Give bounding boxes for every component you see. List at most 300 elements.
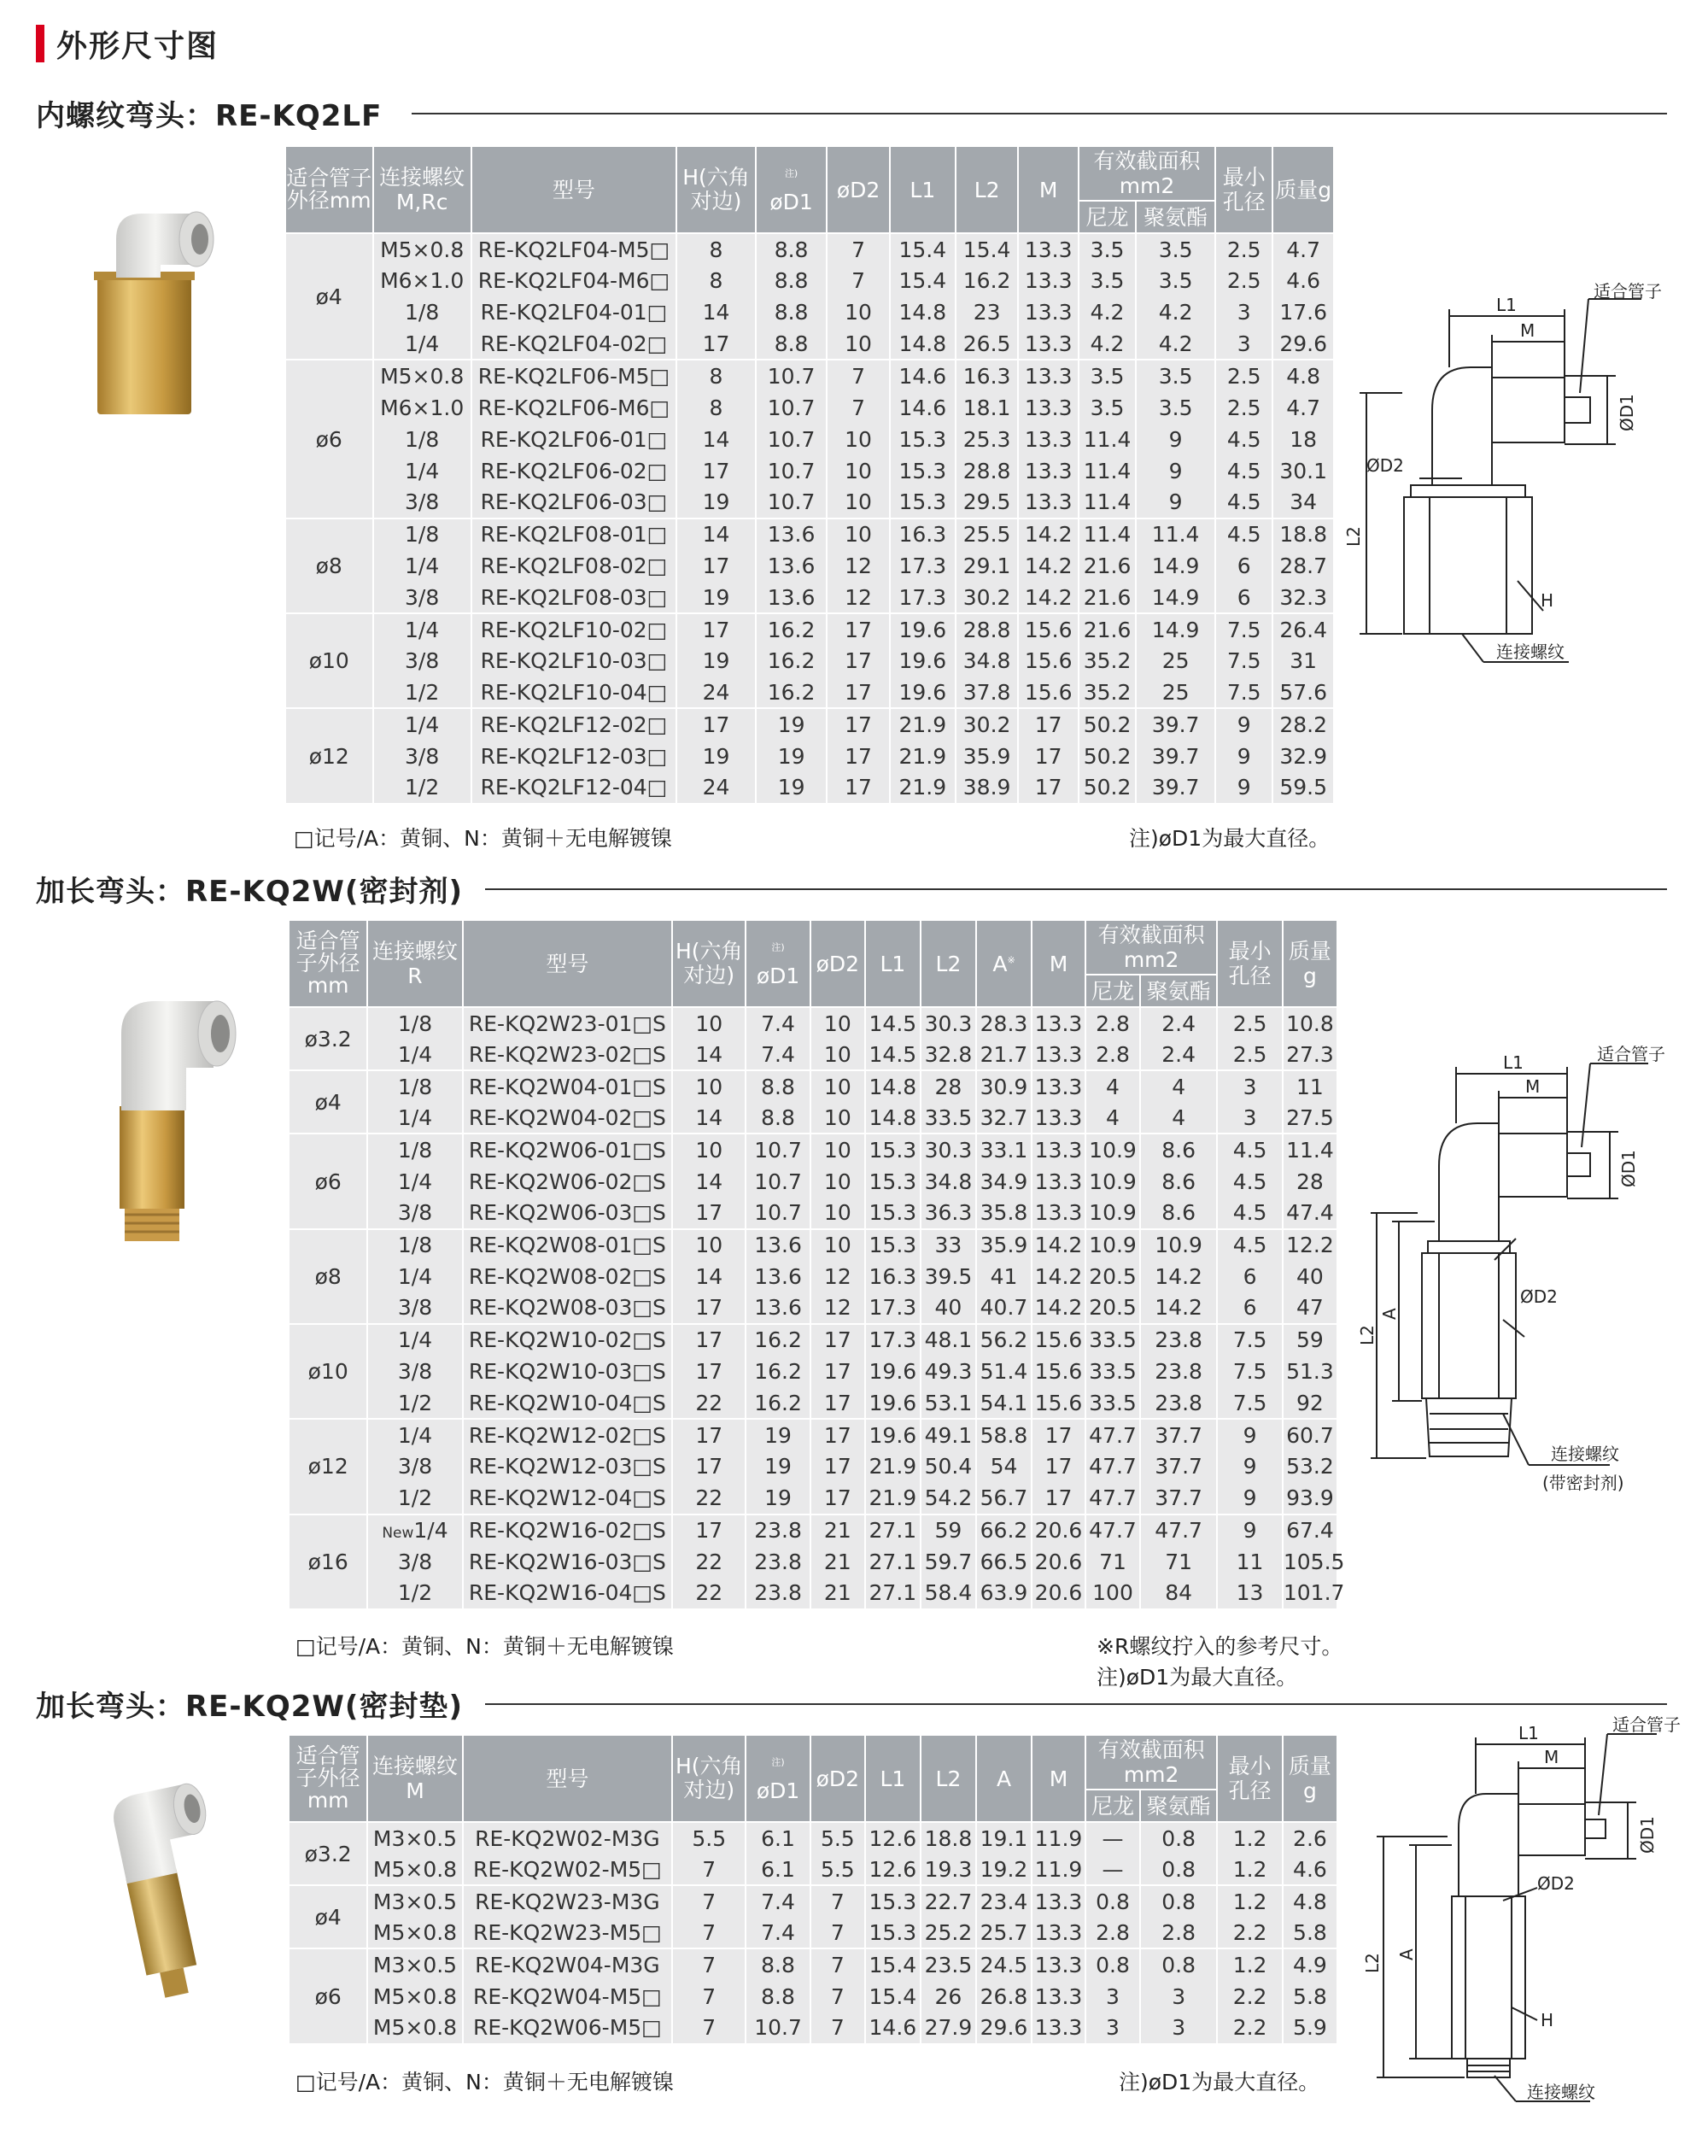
value-cell: 37.8 xyxy=(956,677,1019,708)
value-cell: 3.5 xyxy=(1136,360,1215,391)
table-row xyxy=(289,1007,1337,1039)
th-model: 型号 xyxy=(463,1735,673,1822)
value-cell: 11.4 xyxy=(1079,518,1136,550)
table-row xyxy=(285,582,1334,613)
value-cell: 13.3 xyxy=(1032,1007,1085,1039)
value-cell: 10 xyxy=(810,1007,865,1039)
value-cell: 17 xyxy=(676,613,756,645)
value-cell: 2.6 xyxy=(1283,1822,1337,1854)
value-cell: 59 xyxy=(921,1514,976,1546)
value-cell: 4 xyxy=(1140,1102,1217,1134)
value-cell: 24 xyxy=(676,677,756,708)
value-cell: 13.3 xyxy=(1018,265,1078,296)
value-cell: 13.6 xyxy=(756,550,827,582)
value-cell: 19 xyxy=(676,741,756,772)
th-area-pu: 聚氨酯 xyxy=(1140,975,1217,1007)
th-d1-label: øD1 xyxy=(756,964,800,988)
value-cell: 14 xyxy=(672,1102,746,1134)
diagram-label-d1: ØD1 xyxy=(1618,1150,1639,1187)
th-mass: 质量g xyxy=(1283,1735,1337,1822)
value-cell: 19.1 xyxy=(976,1822,1032,1854)
d1-note-mark: 注) xyxy=(771,1756,785,1768)
table-row xyxy=(285,518,1334,550)
value-cell: 14.5 xyxy=(865,1039,921,1070)
value-cell: 53.1 xyxy=(921,1387,976,1419)
value-cell: 17 xyxy=(1032,1450,1085,1482)
thread-cell: 1/8 xyxy=(367,1007,462,1039)
value-cell: 17 xyxy=(672,1356,746,1387)
table-row xyxy=(285,613,1334,645)
value-cell: 2.8 xyxy=(1140,1917,1217,1948)
value-cell: 17 xyxy=(810,1387,865,1419)
value-cell: 26.4 xyxy=(1272,613,1334,645)
value-cell: 14.2 xyxy=(1032,1292,1085,1324)
value-cell: 23.8 xyxy=(746,1578,810,1609)
value-cell: 10.7 xyxy=(746,1198,810,1229)
value-cell: 15.6 xyxy=(1032,1324,1085,1356)
value-cell: 28.7 xyxy=(1272,550,1334,582)
value-cell: 26.8 xyxy=(976,1980,1032,2012)
value-cell: 10 xyxy=(810,1102,865,1134)
value-cell: 15.6 xyxy=(1018,613,1078,645)
diagram-label-a: A xyxy=(1379,1308,1400,1320)
value-cell: 21 xyxy=(810,1578,865,1609)
table-row xyxy=(289,1980,1337,2012)
value-cell: 16.2 xyxy=(756,677,827,708)
thread-cell: 1/4 xyxy=(373,328,471,360)
value-cell: 30.1 xyxy=(1272,455,1334,487)
value-cell: 23.8 xyxy=(1140,1356,1217,1387)
value-cell: 14.2 xyxy=(1032,1261,1085,1292)
value-cell: 3 xyxy=(1215,296,1272,328)
value-cell: 40 xyxy=(921,1292,976,1324)
value-cell: 24 xyxy=(676,772,756,804)
value-cell: 4.5 xyxy=(1215,518,1272,550)
table-row xyxy=(289,1419,1337,1450)
thread-cell: M5×0.8 xyxy=(367,2012,462,2044)
diagram-label-tube: 适合管子 xyxy=(1594,281,1662,302)
thread-cell: 1/4 xyxy=(367,1324,462,1356)
diagram-label-m: M xyxy=(1520,320,1535,341)
value-cell: 7 xyxy=(827,360,890,391)
value-cell: 6 xyxy=(1217,1261,1283,1292)
table-row xyxy=(289,1450,1337,1482)
value-cell: 5.5 xyxy=(810,1854,865,1885)
value-cell: 2.2 xyxy=(1217,1917,1283,1948)
value-cell: 67.4 xyxy=(1283,1514,1337,1546)
value-cell: 19 xyxy=(746,1450,810,1482)
value-cell: 7.4 xyxy=(746,1039,810,1070)
value-cell: 14.2 xyxy=(1140,1261,1217,1292)
value-cell: 49.1 xyxy=(921,1419,976,1450)
value-cell: 0.8 xyxy=(1140,1822,1217,1854)
value-cell: 30.3 xyxy=(921,1134,976,1165)
value-cell: 15.3 xyxy=(865,1165,921,1197)
value-cell: 101.7 xyxy=(1283,1578,1337,1609)
table-row xyxy=(285,391,1334,423)
value-cell: 2.4 xyxy=(1140,1007,1217,1039)
th-m: M xyxy=(1032,920,1085,1007)
value-cell: 9 xyxy=(1136,487,1215,518)
value-cell: 39.5 xyxy=(921,1261,976,1292)
value-cell: 7.4 xyxy=(746,1917,810,1948)
value-cell: 14.8 xyxy=(865,1070,921,1102)
value-cell: 23.4 xyxy=(976,1885,1032,1917)
value-cell: 35.8 xyxy=(976,1198,1032,1229)
value-cell: 11.4 xyxy=(1079,455,1136,487)
diagram-label-thread: 连接螺纹 xyxy=(1496,642,1565,662)
value-cell: 3.5 xyxy=(1136,265,1215,296)
table-row xyxy=(289,1261,1337,1292)
model-cell: RE-KQ2W08-01□S xyxy=(463,1229,673,1261)
value-cell: 2.2 xyxy=(1217,2012,1283,2044)
value-cell: 27.3 xyxy=(1283,1039,1337,1070)
value-cell: 0.8 xyxy=(1140,1948,1217,1980)
model-cell: RE-KQ2LF04-01□ xyxy=(471,296,676,328)
value-cell: 4.6 xyxy=(1283,1854,1337,1885)
value-cell: 47.7 xyxy=(1140,1514,1217,1546)
value-cell: 27.1 xyxy=(865,1514,921,1546)
value-cell: 1.2 xyxy=(1217,1822,1283,1854)
th-min-hole: 最小孔径 xyxy=(1217,920,1283,1007)
value-cell: 13.3 xyxy=(1018,455,1078,487)
value-cell: 14.2 xyxy=(1018,550,1078,582)
table-row xyxy=(289,1292,1337,1324)
section-divider xyxy=(412,113,1667,114)
value-cell: 53.2 xyxy=(1283,1450,1337,1482)
value-cell: 14.8 xyxy=(890,296,956,328)
value-cell: 10 xyxy=(810,1134,865,1165)
value-cell: 105.5 xyxy=(1283,1546,1337,1578)
th-tube-od: 适合管子外径mm xyxy=(289,920,367,1007)
table-row xyxy=(289,1198,1337,1229)
value-cell: 49.3 xyxy=(921,1356,976,1387)
thread-value: 1/4 xyxy=(413,1518,448,1544)
value-cell: 7 xyxy=(827,265,890,296)
th-area-nylon: 尼龙 xyxy=(1079,201,1136,233)
spec-table-kq2w-sealant xyxy=(288,919,1345,1610)
value-cell: 17 xyxy=(827,613,890,645)
value-cell: 92 xyxy=(1283,1387,1337,1419)
th-area: 有效截面积mm2 xyxy=(1085,1735,1217,1790)
th-model: 型号 xyxy=(463,920,673,1007)
table-row xyxy=(289,1546,1337,1578)
value-cell: 17.6 xyxy=(1272,296,1334,328)
th-m: M xyxy=(1032,1735,1085,1822)
diagram-label-d1: ØD1 xyxy=(1637,1816,1658,1854)
value-cell: 15.3 xyxy=(865,1134,921,1165)
diagram-label-thread: 连接螺纹 xyxy=(1551,1444,1619,1464)
value-cell: 33.5 xyxy=(1085,1356,1140,1387)
value-cell: 51.3 xyxy=(1283,1356,1337,1387)
value-cell: 84 xyxy=(1140,1578,1217,1609)
model-cell: RE-KQ2LF06-M5□ xyxy=(471,360,676,391)
table-row xyxy=(289,1917,1337,1948)
d1-note-mark: 注) xyxy=(784,167,798,179)
th-d2: øD2 xyxy=(810,1735,865,1822)
th-d2: øD2 xyxy=(827,146,890,233)
model-cell: RE-KQ2W23-01□S xyxy=(463,1007,673,1039)
value-cell: 4.9 xyxy=(1283,1948,1337,1980)
value-cell: 8.8 xyxy=(746,1948,810,1980)
value-cell: 4.5 xyxy=(1217,1134,1283,1165)
thread-cell: 1/8 xyxy=(373,424,471,455)
table-row xyxy=(289,1514,1337,1546)
value-cell: 34.8 xyxy=(956,645,1019,677)
value-cell: 13.6 xyxy=(746,1292,810,1324)
th-area: 有效截面积mm2 xyxy=(1079,146,1215,201)
value-cell: 13.3 xyxy=(1018,487,1078,518)
model-cell: RE-KQ2LF04-02□ xyxy=(471,328,676,360)
value-cell: 33.5 xyxy=(1085,1324,1140,1356)
thread-cell: 1/4 xyxy=(373,613,471,645)
thread-cell: 1/4 xyxy=(373,708,471,740)
table-row xyxy=(289,1324,1337,1356)
value-cell: 16.3 xyxy=(890,518,956,550)
value-cell: 2.5 xyxy=(1215,360,1272,391)
value-cell: 58.4 xyxy=(921,1578,976,1609)
value-cell: 29.6 xyxy=(1272,328,1334,360)
value-cell: 14.2 xyxy=(1032,1229,1085,1261)
value-cell: 47.7 xyxy=(1085,1419,1140,1450)
tube-od-cell: ø8 xyxy=(285,518,373,613)
value-cell: 3.5 xyxy=(1136,233,1215,265)
tube-od-cell: ø4 xyxy=(289,1070,367,1134)
section-title-kq2lf: 内螺纹弯头：RE-KQ2LF xyxy=(36,99,383,133)
model-cell: RE-KQ2W04-02□S xyxy=(463,1102,673,1134)
thread-cell: M3×0.5 xyxy=(367,1822,462,1854)
value-cell: 12 xyxy=(827,582,890,613)
value-cell: 9 xyxy=(1136,455,1215,487)
model-cell: RE-KQ2W10-02□S xyxy=(463,1324,673,1356)
value-cell: 17 xyxy=(1018,772,1078,804)
value-cell: 11.4 xyxy=(1283,1134,1337,1165)
value-cell: 31 xyxy=(1272,645,1334,677)
value-cell: 16.2 xyxy=(756,645,827,677)
thread-cell: M3×0.5 xyxy=(367,1948,462,1980)
value-cell: 21.6 xyxy=(1079,550,1136,582)
value-cell: 22 xyxy=(672,1482,746,1514)
table-note-right-1: ※R螺纹拧入的参考尺寸。 xyxy=(1097,1634,1343,1659)
value-cell: 37.7 xyxy=(1140,1419,1217,1450)
value-cell: 66.2 xyxy=(976,1514,1032,1546)
value-cell: 10 xyxy=(827,328,890,360)
value-cell: 10 xyxy=(827,455,890,487)
value-cell: 60.7 xyxy=(1283,1419,1337,1450)
value-cell: 3.5 xyxy=(1136,391,1215,423)
value-cell: 4.2 xyxy=(1136,328,1215,360)
model-cell: RE-KQ2W16-03□S xyxy=(463,1546,673,1578)
value-cell: 2.4 xyxy=(1140,1039,1217,1070)
value-cell: 32.8 xyxy=(921,1039,976,1070)
value-cell: 10.7 xyxy=(746,1165,810,1197)
value-cell: 16.2 xyxy=(746,1324,810,1356)
value-cell: 4.8 xyxy=(1272,360,1334,391)
value-cell: 17 xyxy=(810,1450,865,1482)
thread-cell: 1/2 xyxy=(373,772,471,804)
th-area: 有效截面积mm2 xyxy=(1085,920,1217,975)
value-cell: 29.6 xyxy=(976,2012,1032,2044)
value-cell: 21.9 xyxy=(890,708,956,740)
value-cell: 66.5 xyxy=(976,1546,1032,1578)
value-cell: 10.9 xyxy=(1085,1229,1140,1261)
value-cell: 56.7 xyxy=(976,1482,1032,1514)
model-cell: RE-KQ2LF06-M6□ xyxy=(471,391,676,423)
table-row xyxy=(285,296,1334,328)
value-cell: 15.4 xyxy=(890,265,956,296)
value-cell: 58.8 xyxy=(976,1419,1032,1450)
model-cell: RE-KQ2W16-02□S xyxy=(463,1514,673,1546)
table-row xyxy=(289,1854,1337,1885)
value-cell: 8 xyxy=(676,360,756,391)
thread-cell: M5×0.8 xyxy=(373,233,471,265)
value-cell: 13.3 xyxy=(1032,1134,1085,1165)
value-cell: 48.1 xyxy=(921,1324,976,1356)
value-cell: 30.3 xyxy=(921,1007,976,1039)
value-cell: 17 xyxy=(827,645,890,677)
model-cell: RE-KQ2W12-03□S xyxy=(463,1450,673,1482)
model-cell: RE-KQ2LF06-01□ xyxy=(471,424,676,455)
value-cell: 7.5 xyxy=(1217,1324,1283,1356)
value-cell: 4.2 xyxy=(1136,296,1215,328)
value-cell: 32.9 xyxy=(1272,741,1334,772)
model-cell: RE-KQ2W02-M3G xyxy=(463,1822,673,1854)
value-cell: 17 xyxy=(676,328,756,360)
thread-cell: 1/4 xyxy=(367,1165,462,1197)
value-cell: 35.9 xyxy=(956,741,1019,772)
th-min-hole: 最小孔径 xyxy=(1217,1735,1283,1822)
value-cell: 14.2 xyxy=(1018,518,1078,550)
value-cell: 9 xyxy=(1215,772,1272,804)
value-cell: 3.5 xyxy=(1079,391,1136,423)
dimension-diagram-kq2w-sealant xyxy=(1357,1038,1691,1499)
tube-od-cell: ø4 xyxy=(285,233,373,360)
value-cell: 7 xyxy=(672,2012,746,2044)
value-cell: 27.1 xyxy=(865,1546,921,1578)
diagram-label-l1: L1 xyxy=(1496,295,1517,315)
value-cell: 6 xyxy=(1215,582,1272,613)
value-cell: 13 xyxy=(1217,1578,1283,1609)
model-cell: RE-KQ2LF08-03□ xyxy=(471,582,676,613)
value-cell: 20.5 xyxy=(1085,1292,1140,1324)
model-cell: RE-KQ2W10-04□S xyxy=(463,1387,673,1419)
value-cell: 10 xyxy=(672,1134,746,1165)
value-cell: 12.6 xyxy=(865,1822,921,1854)
value-cell: 7.5 xyxy=(1215,677,1272,708)
value-cell: 34.9 xyxy=(976,1165,1032,1197)
value-cell: 9 xyxy=(1217,1514,1283,1546)
value-cell: 15.3 xyxy=(865,1198,921,1229)
th-thread: 连接螺纹M xyxy=(367,1735,462,1822)
value-cell: 21 xyxy=(810,1546,865,1578)
value-cell: 19 xyxy=(676,487,756,518)
table-row xyxy=(289,1134,1337,1165)
value-cell: 22 xyxy=(672,1546,746,1578)
value-cell: 2.5 xyxy=(1215,265,1272,296)
value-cell: 5.8 xyxy=(1283,1917,1337,1948)
spec-table-body xyxy=(289,1007,1345,1609)
value-cell: 19 xyxy=(746,1419,810,1450)
model-cell: RE-KQ2LF06-03□ xyxy=(471,487,676,518)
value-cell: 8.8 xyxy=(746,1980,810,2012)
value-cell: 14 xyxy=(676,518,756,550)
value-cell: 18.8 xyxy=(1272,518,1334,550)
th-area-pu: 聚氨酯 xyxy=(1140,1790,1217,1822)
value-cell: 33.1 xyxy=(976,1134,1032,1165)
value-cell: 16.2 xyxy=(956,265,1019,296)
value-cell: 7 xyxy=(827,233,890,265)
tube-od-cell: ø10 xyxy=(289,1324,367,1419)
value-cell: 59.7 xyxy=(921,1546,976,1578)
thread-cell: 1/2 xyxy=(367,1578,462,1609)
value-cell: 7.5 xyxy=(1215,645,1272,677)
value-cell: 24.5 xyxy=(976,1948,1032,1980)
tube-od-cell: ø4 xyxy=(289,1885,367,1948)
value-cell: 4 xyxy=(1140,1070,1217,1102)
value-cell: 7.5 xyxy=(1217,1387,1283,1419)
model-cell: RE-KQ2LF10-03□ xyxy=(471,645,676,677)
diagram-label-tube: 适合管子 xyxy=(1597,1044,1665,1064)
model-cell: RE-KQ2W08-02□S xyxy=(463,1261,673,1292)
value-cell: 10 xyxy=(810,1070,865,1102)
value-cell: 17 xyxy=(810,1482,865,1514)
thread-cell: 1/4 xyxy=(373,550,471,582)
tube-od-cell: ø6 xyxy=(285,360,373,518)
value-cell: 2.5 xyxy=(1215,233,1272,265)
th-d2: øD2 xyxy=(810,920,865,1007)
page-title: 外形尺寸图 xyxy=(56,28,219,64)
thread-cell: 1/4 xyxy=(367,1419,462,1450)
value-cell: 8.8 xyxy=(746,1070,810,1102)
value-cell: 28.8 xyxy=(956,613,1019,645)
th-model: 型号 xyxy=(471,146,676,233)
th-mass: 质量g xyxy=(1272,146,1334,233)
value-cell: 8.8 xyxy=(756,233,827,265)
value-cell: 13.6 xyxy=(756,582,827,613)
value-cell: 100 xyxy=(1085,1578,1140,1609)
value-cell: 47.4 xyxy=(1283,1198,1337,1229)
value-cell: 8.8 xyxy=(746,1102,810,1134)
value-cell: 38.9 xyxy=(956,772,1019,804)
value-cell: 39.7 xyxy=(1136,741,1215,772)
table-row xyxy=(285,708,1334,740)
value-cell: 7 xyxy=(810,1885,865,1917)
value-cell: 4.5 xyxy=(1217,1229,1283,1261)
value-cell: 33 xyxy=(921,1229,976,1261)
th-d1-label: øD1 xyxy=(756,1778,800,1803)
value-cell: 0.8 xyxy=(1140,1885,1217,1917)
model-cell: RE-KQ2LF08-01□ xyxy=(471,518,676,550)
value-cell: 17 xyxy=(672,1324,746,1356)
model-cell: RE-KQ2W04-01□S xyxy=(463,1070,673,1102)
value-cell: 7 xyxy=(810,2012,865,2044)
value-cell: 10.7 xyxy=(756,424,827,455)
value-cell: 15.3 xyxy=(865,1229,921,1261)
value-cell: 25.5 xyxy=(956,518,1019,550)
value-cell: 10 xyxy=(827,296,890,328)
value-cell: 5.5 xyxy=(672,1822,746,1854)
value-cell: 9 xyxy=(1215,708,1272,740)
value-cell: 37.7 xyxy=(1140,1482,1217,1514)
value-cell: 17 xyxy=(810,1419,865,1450)
model-cell: RE-KQ2LF12-03□ xyxy=(471,741,676,772)
value-cell: 19.6 xyxy=(890,645,956,677)
value-cell: 4.7 xyxy=(1272,233,1334,265)
table-row xyxy=(285,772,1334,804)
value-cell: 15.6 xyxy=(1018,645,1078,677)
value-cell: 21 xyxy=(810,1514,865,1546)
value-cell: 17 xyxy=(810,1356,865,1387)
